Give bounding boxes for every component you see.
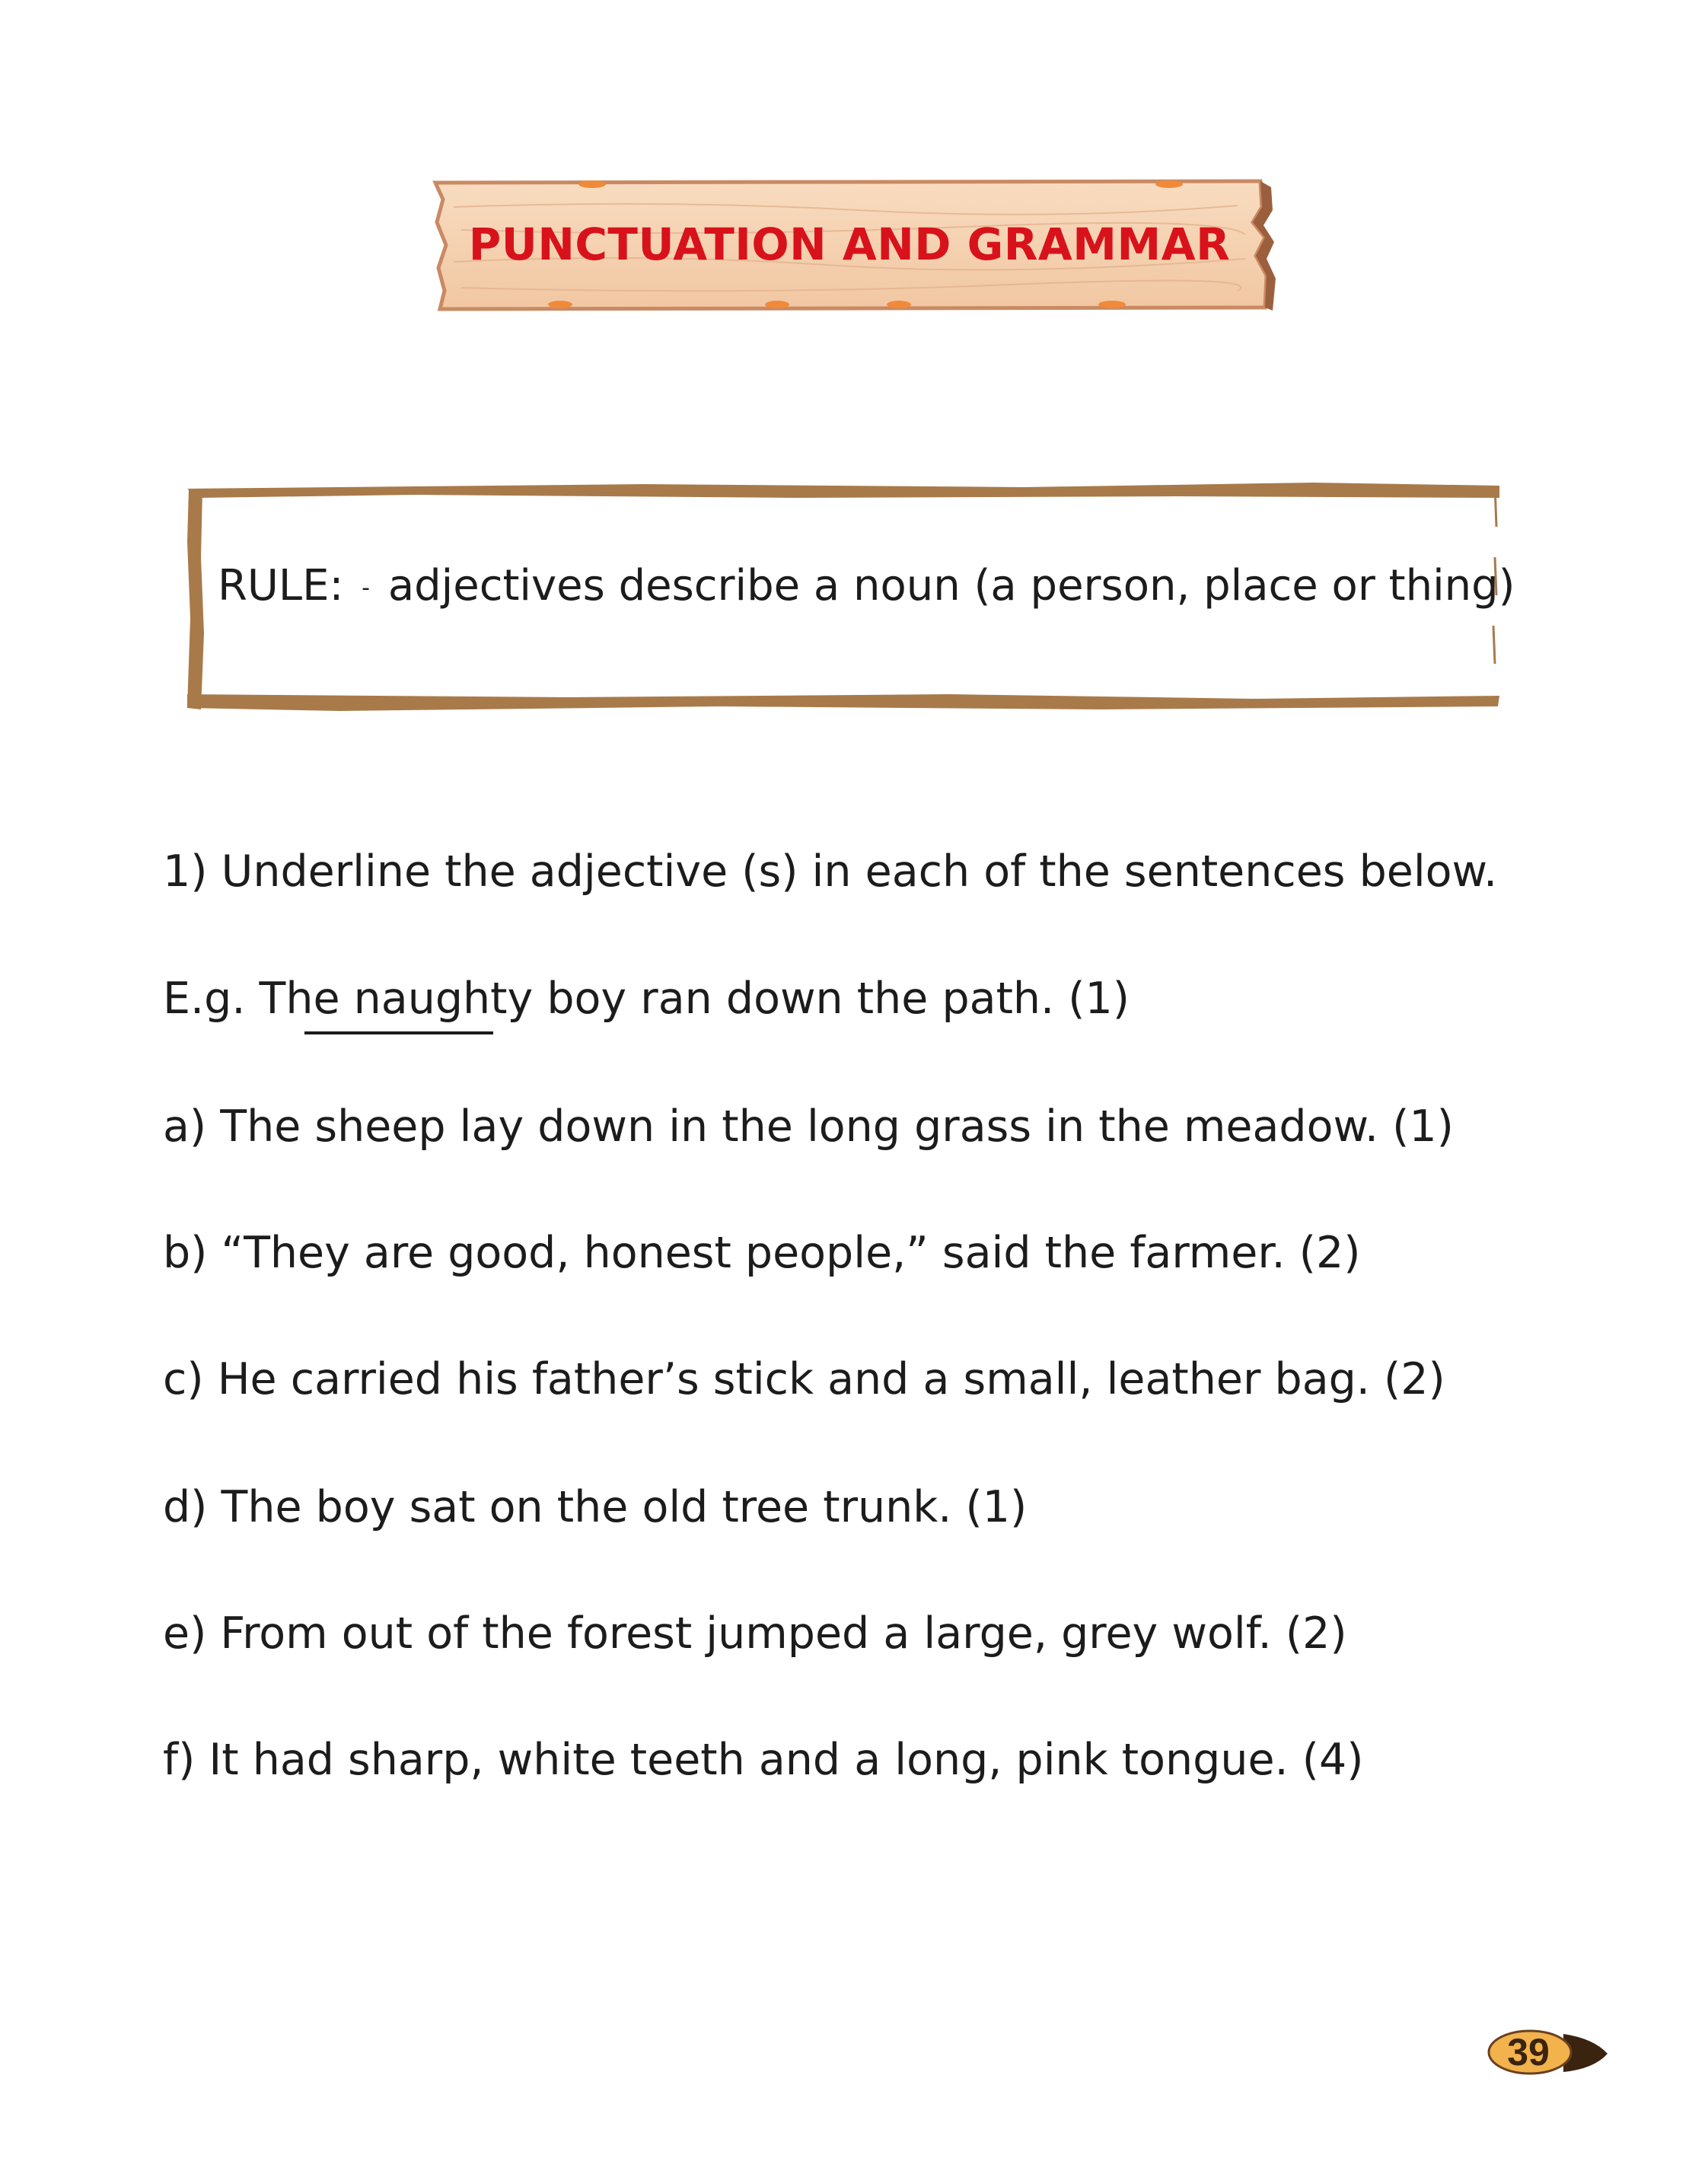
- exercise-instruction: 1) Underline the adjective (s) in each of the sentences below.: [163, 846, 1498, 897]
- title-sign: [431, 177, 1276, 312]
- page-number: 39: [1507, 2031, 1550, 2074]
- sentence-b: b) “They are good, honest people,” said the farmer. (2): [163, 1228, 1361, 1278]
- page-title: PUNCTUATION AND GRAMMAR: [468, 218, 1231, 270]
- rule-text: adjectives describe a noun (a person, place or thing): [387, 561, 1515, 610]
- sentence-d: d) The boy sat on the old tree trunk. (1): [163, 1482, 1028, 1532]
- page-number-badge: [1487, 2028, 1609, 2077]
- example-sentence: E.g. The naughty boy ran down the path. (1): [163, 974, 1130, 1024]
- rule-statement: [218, 556, 1515, 619]
- sentence-c: c) He carried his father’s stick and a small, leather bag. (2): [163, 1354, 1445, 1404]
- sentence-f: f) It had sharp, white teeth and a long, pink tongue. (4): [163, 1735, 1364, 1785]
- rule-box: [187, 481, 1515, 713]
- sentence-a: a) The sheep lay down in the long grass in the meadow. (1): [163, 1101, 1454, 1152]
- rule-dash: -: [362, 574, 370, 601]
- rule-label: RULE:: [218, 561, 344, 610]
- sentence-e: e) From out of the forest jumped a large, grey wolf. (2): [163, 1608, 1347, 1659]
- example-underline: [304, 1031, 493, 1034]
